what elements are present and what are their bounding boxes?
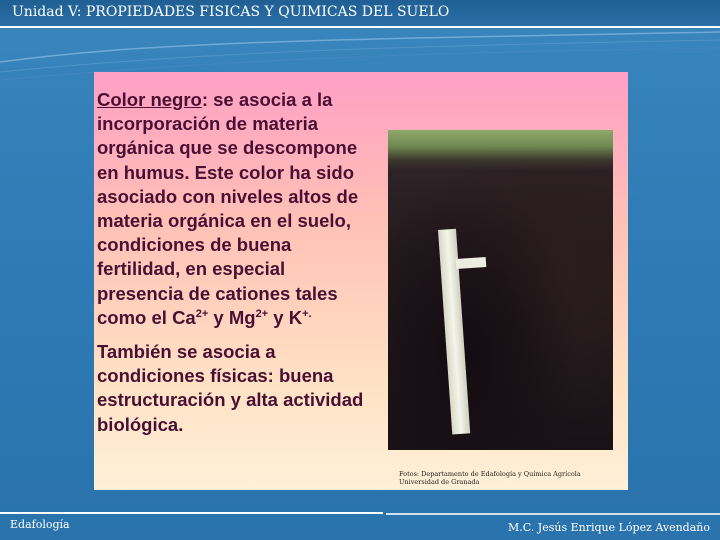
photo-credit-line-1: Fotos: Departamento de Edafología y Química Agrícola [399, 470, 581, 478]
calcium-charge: 2+ [195, 307, 209, 320]
paragraph-two: También se asocia a condiciones físicas: buena estructuración y alta actividad biológica. [97, 341, 364, 435]
conjunction-1: y [208, 306, 229, 328]
photo-credit-line-2: Universidad de Granada [399, 478, 480, 486]
grass-layer [388, 130, 613, 170]
description-text [97, 88, 367, 437]
paragraph-one: : se asocia a la incorporación de materia orgánica que se descompone en humus. Este color ha sido asociado con niveles altos de materia orgánica en el suelo, condiciones de buena fertilidad, en especial presencia de cationes tales como el [97, 89, 359, 328]
content-card [94, 72, 628, 490]
magnesium-symbol: Mg [228, 306, 256, 328]
paragraph-color-negro [97, 88, 367, 330]
soil-profile-photo [388, 130, 613, 450]
heading-term: Color negro [97, 89, 202, 110]
footer-divider-right [386, 513, 720, 515]
footer-course-name: Edafología [10, 518, 70, 531]
footer-divider-left [0, 512, 383, 514]
slide-title: Unidad V: PROPIEDADES FISICAS Y QUIMICAS DEL SUELO [12, 4, 450, 20]
potassium-symbol: K [288, 306, 303, 328]
calcium-symbol: Ca [172, 306, 196, 328]
potassium-charge: +. [302, 307, 312, 320]
conjunction-2: y [268, 306, 289, 328]
ruler-marker [456, 257, 487, 269]
footer-author: M.C. Jesús Enrique López Avendaño [508, 521, 710, 534]
magnesium-charge: 2+ [255, 307, 269, 320]
photo-credit [399, 470, 624, 486]
